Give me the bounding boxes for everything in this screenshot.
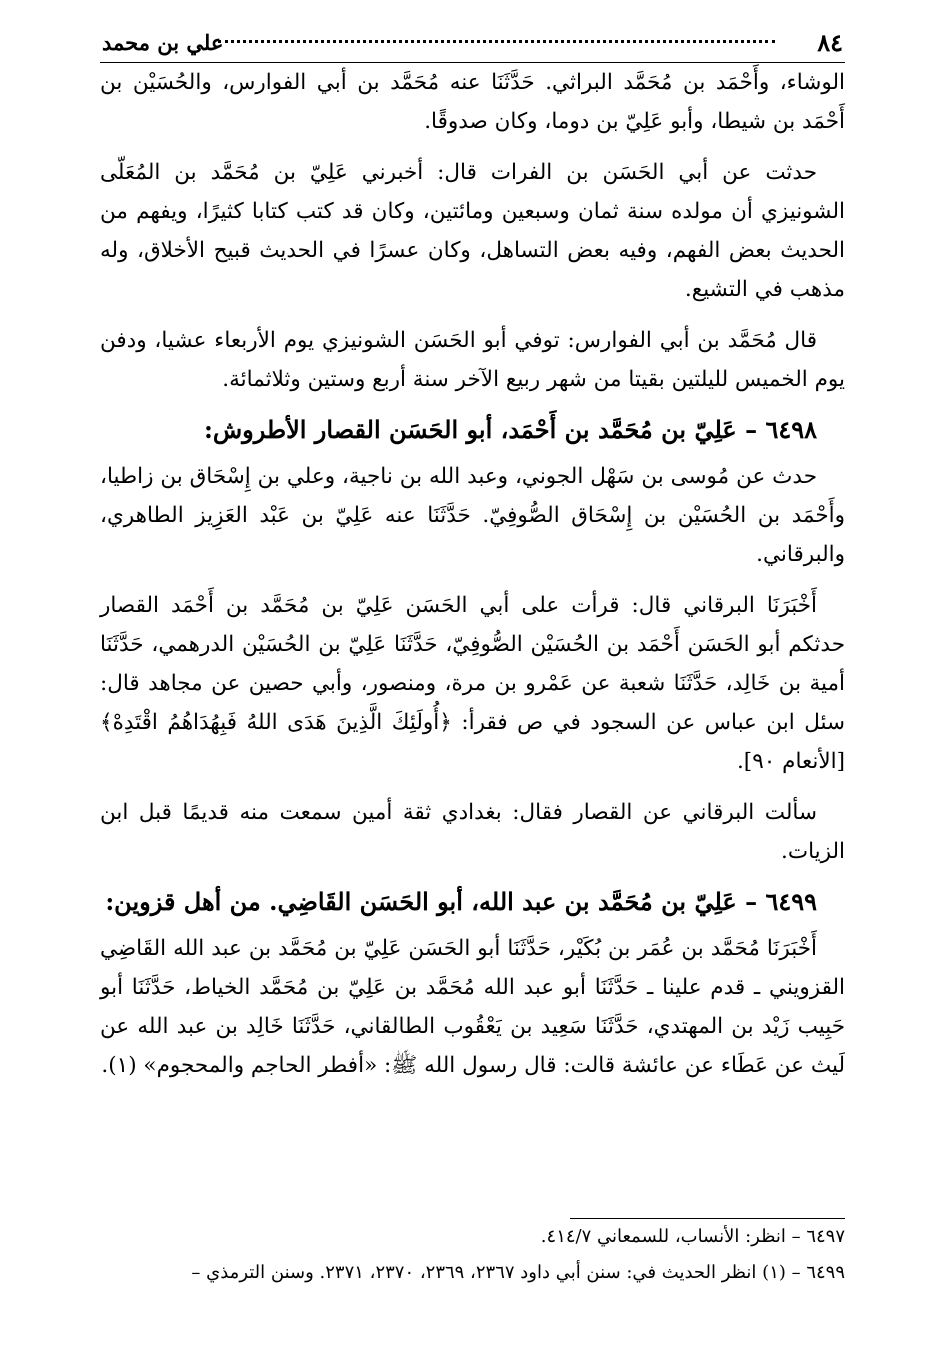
main-text — [100, 63, 845, 1085]
running-header — [100, 22, 845, 63]
paragraph: أَخْبَرَنَا البرقاني قال: قرأت على أبي الحَسَن عَلِيّ بن مُحَمَّد بن أَحْمَد القصار حدثكم أبو الحَسَن أَحْمَد بن الحُسَيْن الصُّوفِيّ، حَدَّثَنَا عَلِيّ بن الحُسَيْن الدرهمي، حَدَّثَنَا أمية بن خَالِد، حَدَّثَنَا شعبة عن عَمْرو بن مرة، ومنصور، وأبي حصين عن مجاهد قال: سئل ابن عباس عن السجود في ص فقرأ: ﴿أُولَئِكَ الَّذِينَ هَدَى اللهُ فَبِهُدَاهُمُ اقْتَدِهْ﴾ [الأنعام ٩٠]. — [100, 593, 845, 774]
paragraph: سألت البرقاني عن القصار فقال: بغدادي ثقة أمين سمعت منه قديمًا قبل ابن الزيات. — [100, 800, 845, 864]
entry-heading-6499: ٦٤٩٩ – عَلِيّ بن مُحَمَّد بن عبد الله، أبو الحَسَن القَاضِي. من أهل قزوين: — [105, 887, 817, 916]
paragraph: حدث عن مُوسى بن سَهْل الجوني، وعبد الله بن ناجية، وعلي بن إِسْحَاق بن زاطيا، وأَحْمَد بن الحُسَيْن بن إِسْحَاق الصُّوفِيّ. حَدَّثَنَا عنه عَلِيّ بن عَبْد العَزِيز الطاهري، والبرقاني. — [100, 464, 845, 567]
paragraph-continuation: الوشاء، وأَحْمَد بن مُحَمَّد البراثي. حَدَّثَنَا عنه مُحَمَّد بن أبي الفوارس، والحُسَيْن بن أَحْمَد بن شيطا، وأبو عَلِيّ بن دوما، وكان صدوقًا. — [100, 70, 845, 134]
paragraph: أَخْبَرَنَا مُحَمَّد بن عُمَر بن بُكَيْر، حَدَّثَنَا أبو الحَسَن عَلِيّ بن مُحَمَّد بن عبد الله القَاضِي القزويني ـ قدم علينا ـ حَدَّثَنَا أبو عبد الله مُحَمَّد بن عَلِيّ بن مُحَمَّد الخياط، حَدَّثَنَا أبو حَبِيب زَيْد بن المهتدي، حَدَّثَنَا سَعِيد بن يَعْقُوب الطالقاني، حَدَّثَنَا خَالِد بن عبد الله عن لَيث عن عَطَاء عن عائشة قالت: قال رسول الله ﷺ: «أفطر الحاجم والمحجوم» (١). — [100, 936, 845, 1078]
paragraph: قال مُحَمَّد بن أبي الفوارس: توفي أبو الحَسَن الشونيزي يوم الأربعاء عشيا، ودفن يوم الخميس لليلتين بقيتا من شهر ربيع الآخر سنة أربع وستين وثلاثمائة. — [100, 328, 845, 392]
entry-heading-6498: ٦٤٩٨ – عَلِيّ بن مُحَمَّد بن أَحْمَد، أبو الحَسَن القصار الأطروش: — [203, 415, 817, 444]
footnotes — [100, 1218, 845, 1291]
paragraph: حدثت عن أبي الحَسَن بن الفرات قال: أخبرني عَلِيّ بن مُحَمَّد بن المُعَلّى الشونيزي أن مولده سنة ثمان وسبعين ومائتين، وكان قد كتب كتابا كثيرًا، ويفهم من الحديث بعض الفهم، وفيه بعض التساهل، وكان عسرًا في الحديث قبيح الأخلاق، وله مذهب في التشيع. — [100, 160, 845, 302]
running-title: علي بن محمد — [102, 30, 224, 55]
footnote-6499: ٦٤٩٩ – (١) انظر الحديث في: سنن أبي داود ٢٣٦٧، ٢٣٦٩، ٢٣٧٠، ٢٣٧١. وسنن الترمذي – — [191, 1262, 845, 1283]
leader-dots — [218, 40, 775, 43]
footnote-6497: ٦٤٩٧ – انظر: الأنساب، للسمعاني ٤١٤/٧. — [540, 1226, 845, 1247]
page-number: ٨٤ — [817, 28, 843, 57]
